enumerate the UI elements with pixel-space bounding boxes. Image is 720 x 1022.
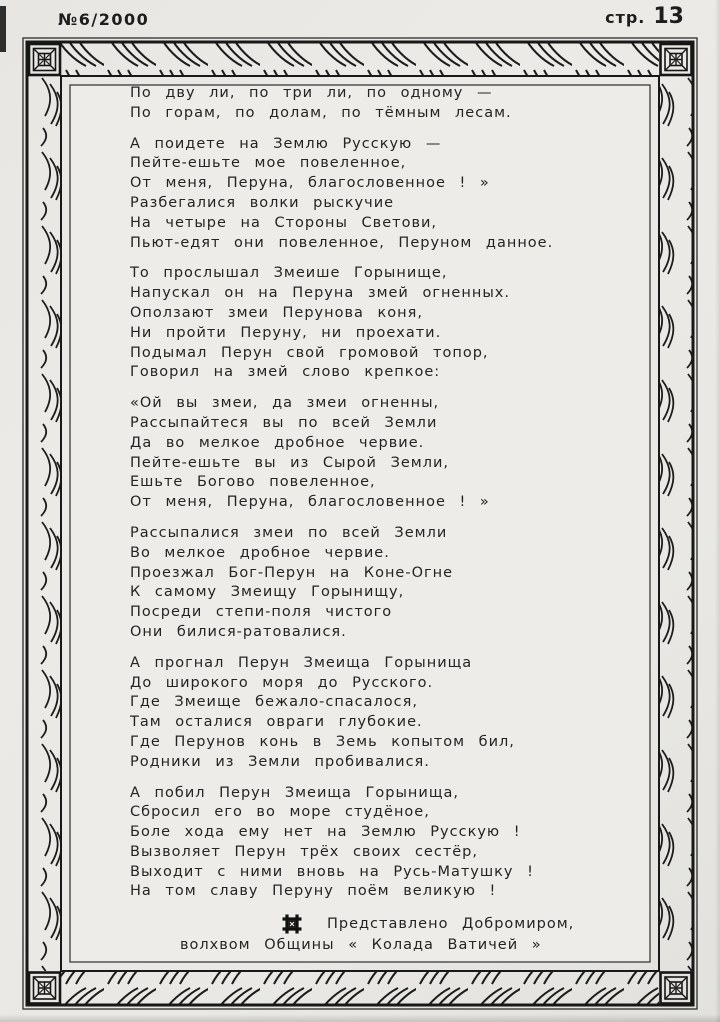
- stanza: [130, 524, 720, 643]
- poem-line: Рассыпалися змеи по всей Земли: [130, 524, 448, 541]
- poem-line: Подымал Перун свой громовой топор,: [130, 344, 489, 361]
- poem-line: Говорил на змей слово крепкое:: [130, 364, 441, 381]
- poem-line: По дву ли, по три ли, по одному —: [130, 85, 493, 101]
- poem-line: А побил Перун Змеища Горынища,: [130, 784, 459, 801]
- poem-line: Во мелкое дробное червие.: [130, 544, 390, 561]
- poem-line: То прослышал Змеише Горынище,: [130, 265, 448, 282]
- poem-line: От меня, Перуна, благословенное ! »: [130, 494, 490, 511]
- attribution: [0, 913, 720, 956]
- poem-line: Там осталися овраги глубокие.: [130, 714, 423, 731]
- poem-line: Ни пройти Перуну, ни проехати.: [130, 324, 442, 341]
- poem-line: Посреди степи-поля чистого: [130, 604, 393, 621]
- stanza: [130, 394, 720, 513]
- poem-line: На четыре на Стороны Светови,: [130, 214, 438, 231]
- poem-line: Они билися-ратовалися.: [130, 623, 347, 640]
- poem-line: Ешьте Богово повеленное,: [130, 474, 376, 491]
- poem: [0, 84, 720, 902]
- poem-line: Сбросил его во море студёное,: [130, 804, 430, 821]
- poem-line: Пейте-ешьте мое повеленное,: [130, 155, 407, 172]
- poem-content: [0, 84, 720, 956]
- stanza: [130, 84, 720, 124]
- attribution-line-2: волхвом Общины « Колада Ватичей »: [180, 937, 542, 954]
- poem-line: Разбегалися волки рыскучие: [130, 194, 395, 211]
- poem-line: Боле хода ему нет на Землю Русскую !: [130, 824, 521, 841]
- poem-line: Где Перунов конь в Земь копытом бил,: [130, 733, 515, 750]
- poem-line: Пейте-ешьте вы из Сырой Земли,: [130, 454, 450, 471]
- issue-number: №6/2000: [58, 10, 150, 29]
- poem-line: К самому Змеищу Горынищу,: [130, 584, 405, 601]
- poem-line: А прогнал Перун Змеища Горынища: [130, 654, 473, 671]
- stanza: [130, 135, 720, 254]
- poem-line: Пьют-едят они повеленное, Перуном данное.: [130, 234, 554, 251]
- poem-line: Родники из Земли пробивалися.: [130, 753, 430, 770]
- poem-line: Рассыпайтеся вы по всей Земли: [130, 414, 438, 431]
- poem-line: Выходит с ними вновь на Русь-Матушку !: [130, 863, 534, 880]
- poem-line: Вызволяет Перун трёх своих сестёр,: [130, 843, 478, 860]
- poem-line: Да во мелкое дробное червие.: [130, 434, 425, 451]
- woven-square-icon: [281, 913, 303, 935]
- page-number: [605, 4, 698, 29]
- poem-line: Напускал он на Перуна змей огненных.: [130, 285, 510, 302]
- stanza: [130, 784, 720, 903]
- page-number-value: 13: [653, 4, 684, 29]
- attribution-line-1-text: Представлено Добромиром,: [327, 915, 575, 932]
- poem-line: От меня, Перуна, благословенное ! »: [130, 175, 490, 192]
- poem-line: До широкого моря до Русского.: [130, 674, 434, 691]
- stanza: [130, 654, 720, 773]
- poem-line: «Ой вы змеи, да змеи огненны,: [130, 395, 440, 412]
- page-header: [0, 4, 720, 38]
- poem-line: На том славу Перуну поём великую !: [130, 883, 497, 900]
- page-label: стр.: [605, 8, 646, 27]
- poem-line: А поидете на Землю Русскую —: [130, 135, 442, 152]
- stanza: [130, 264, 720, 383]
- poem-line: По горам, по долам, по тёмным лесам.: [130, 104, 512, 121]
- poem-line: Где Змеище бежало-спасалося,: [130, 694, 418, 711]
- attribution-line-1: [281, 913, 720, 935]
- poem-line: Проезжал Бог-Перун на Коне-Огне: [130, 564, 454, 581]
- poem-line: Оползают змеи Перунова коня,: [130, 304, 423, 321]
